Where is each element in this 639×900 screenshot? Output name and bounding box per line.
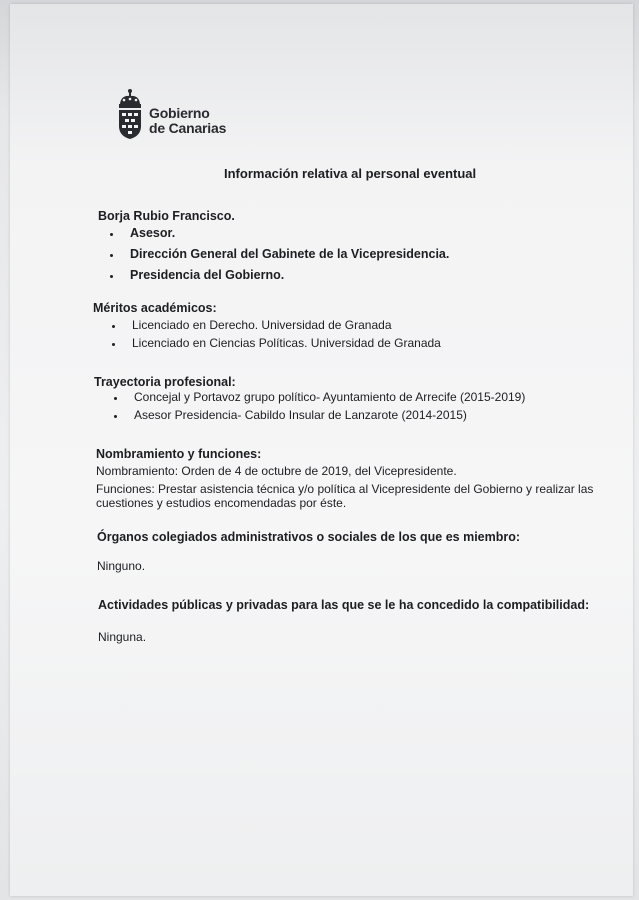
nombramiento-text: Nombramiento: Orden de 4 de octubre de 2019, del Vicepresidente.: [96, 464, 457, 478]
logo-line-1: Gobierno: [149, 105, 210, 121]
logo-line-2: de Canarias: [149, 120, 227, 136]
list-item: Licenciado en Derecho. Universidad de Granada: [132, 318, 441, 336]
list-item: Asesor.: [130, 226, 449, 247]
coat-of-arms-icon: [117, 88, 147, 140]
list-item: Presidencia del Gobierno.: [130, 268, 449, 289]
document-title: Información relativa al personal eventual: [224, 166, 477, 181]
nombramiento-heading: Nombramiento y funciones:: [96, 447, 262, 461]
actividades-value: Ninguna.: [98, 630, 147, 644]
organos-value: Ninguno.: [97, 559, 146, 573]
meritos-list: [132, 318, 441, 354]
organos-heading: Órganos colegiados administrativos o sociales de los que es miembro:: [97, 530, 521, 544]
person-details-list: [130, 226, 449, 289]
list-item: Concejal y Portavoz grupo político- Ayuntamiento de Arrecife (2015-2019): [134, 390, 525, 408]
trayectoria-heading: Trayectoria profesional:: [94, 375, 236, 389]
meritos-heading: Méritos académicos:: [93, 301, 217, 315]
actividades-heading: Actividades públicas y privadas para las que se le ha concedido la compatibilidad:: [98, 598, 590, 612]
funciones-text: Funciones: Prestar asistencia técnica y/o política al Vicepresidente del Gobierno y realizar las cuestiones y estudios encomendadas por éste.: [96, 482, 594, 510]
gobierno-canarias-logo: [117, 88, 237, 140]
document-page: [10, 4, 633, 896]
logo-wordmark: [149, 106, 226, 136]
trayectoria-list: [134, 390, 525, 426]
list-item: Dirección General del Gabinete de la Vicepresidencia.: [130, 247, 449, 268]
list-item: Licenciado en Ciencias Políticas. Universidad de Granada: [132, 336, 441, 354]
person-name: Borja Rubio Francisco.: [98, 209, 235, 223]
list-item: Asesor Presidencia- Cabildo Insular de Lanzarote (2014-2015): [134, 408, 525, 426]
